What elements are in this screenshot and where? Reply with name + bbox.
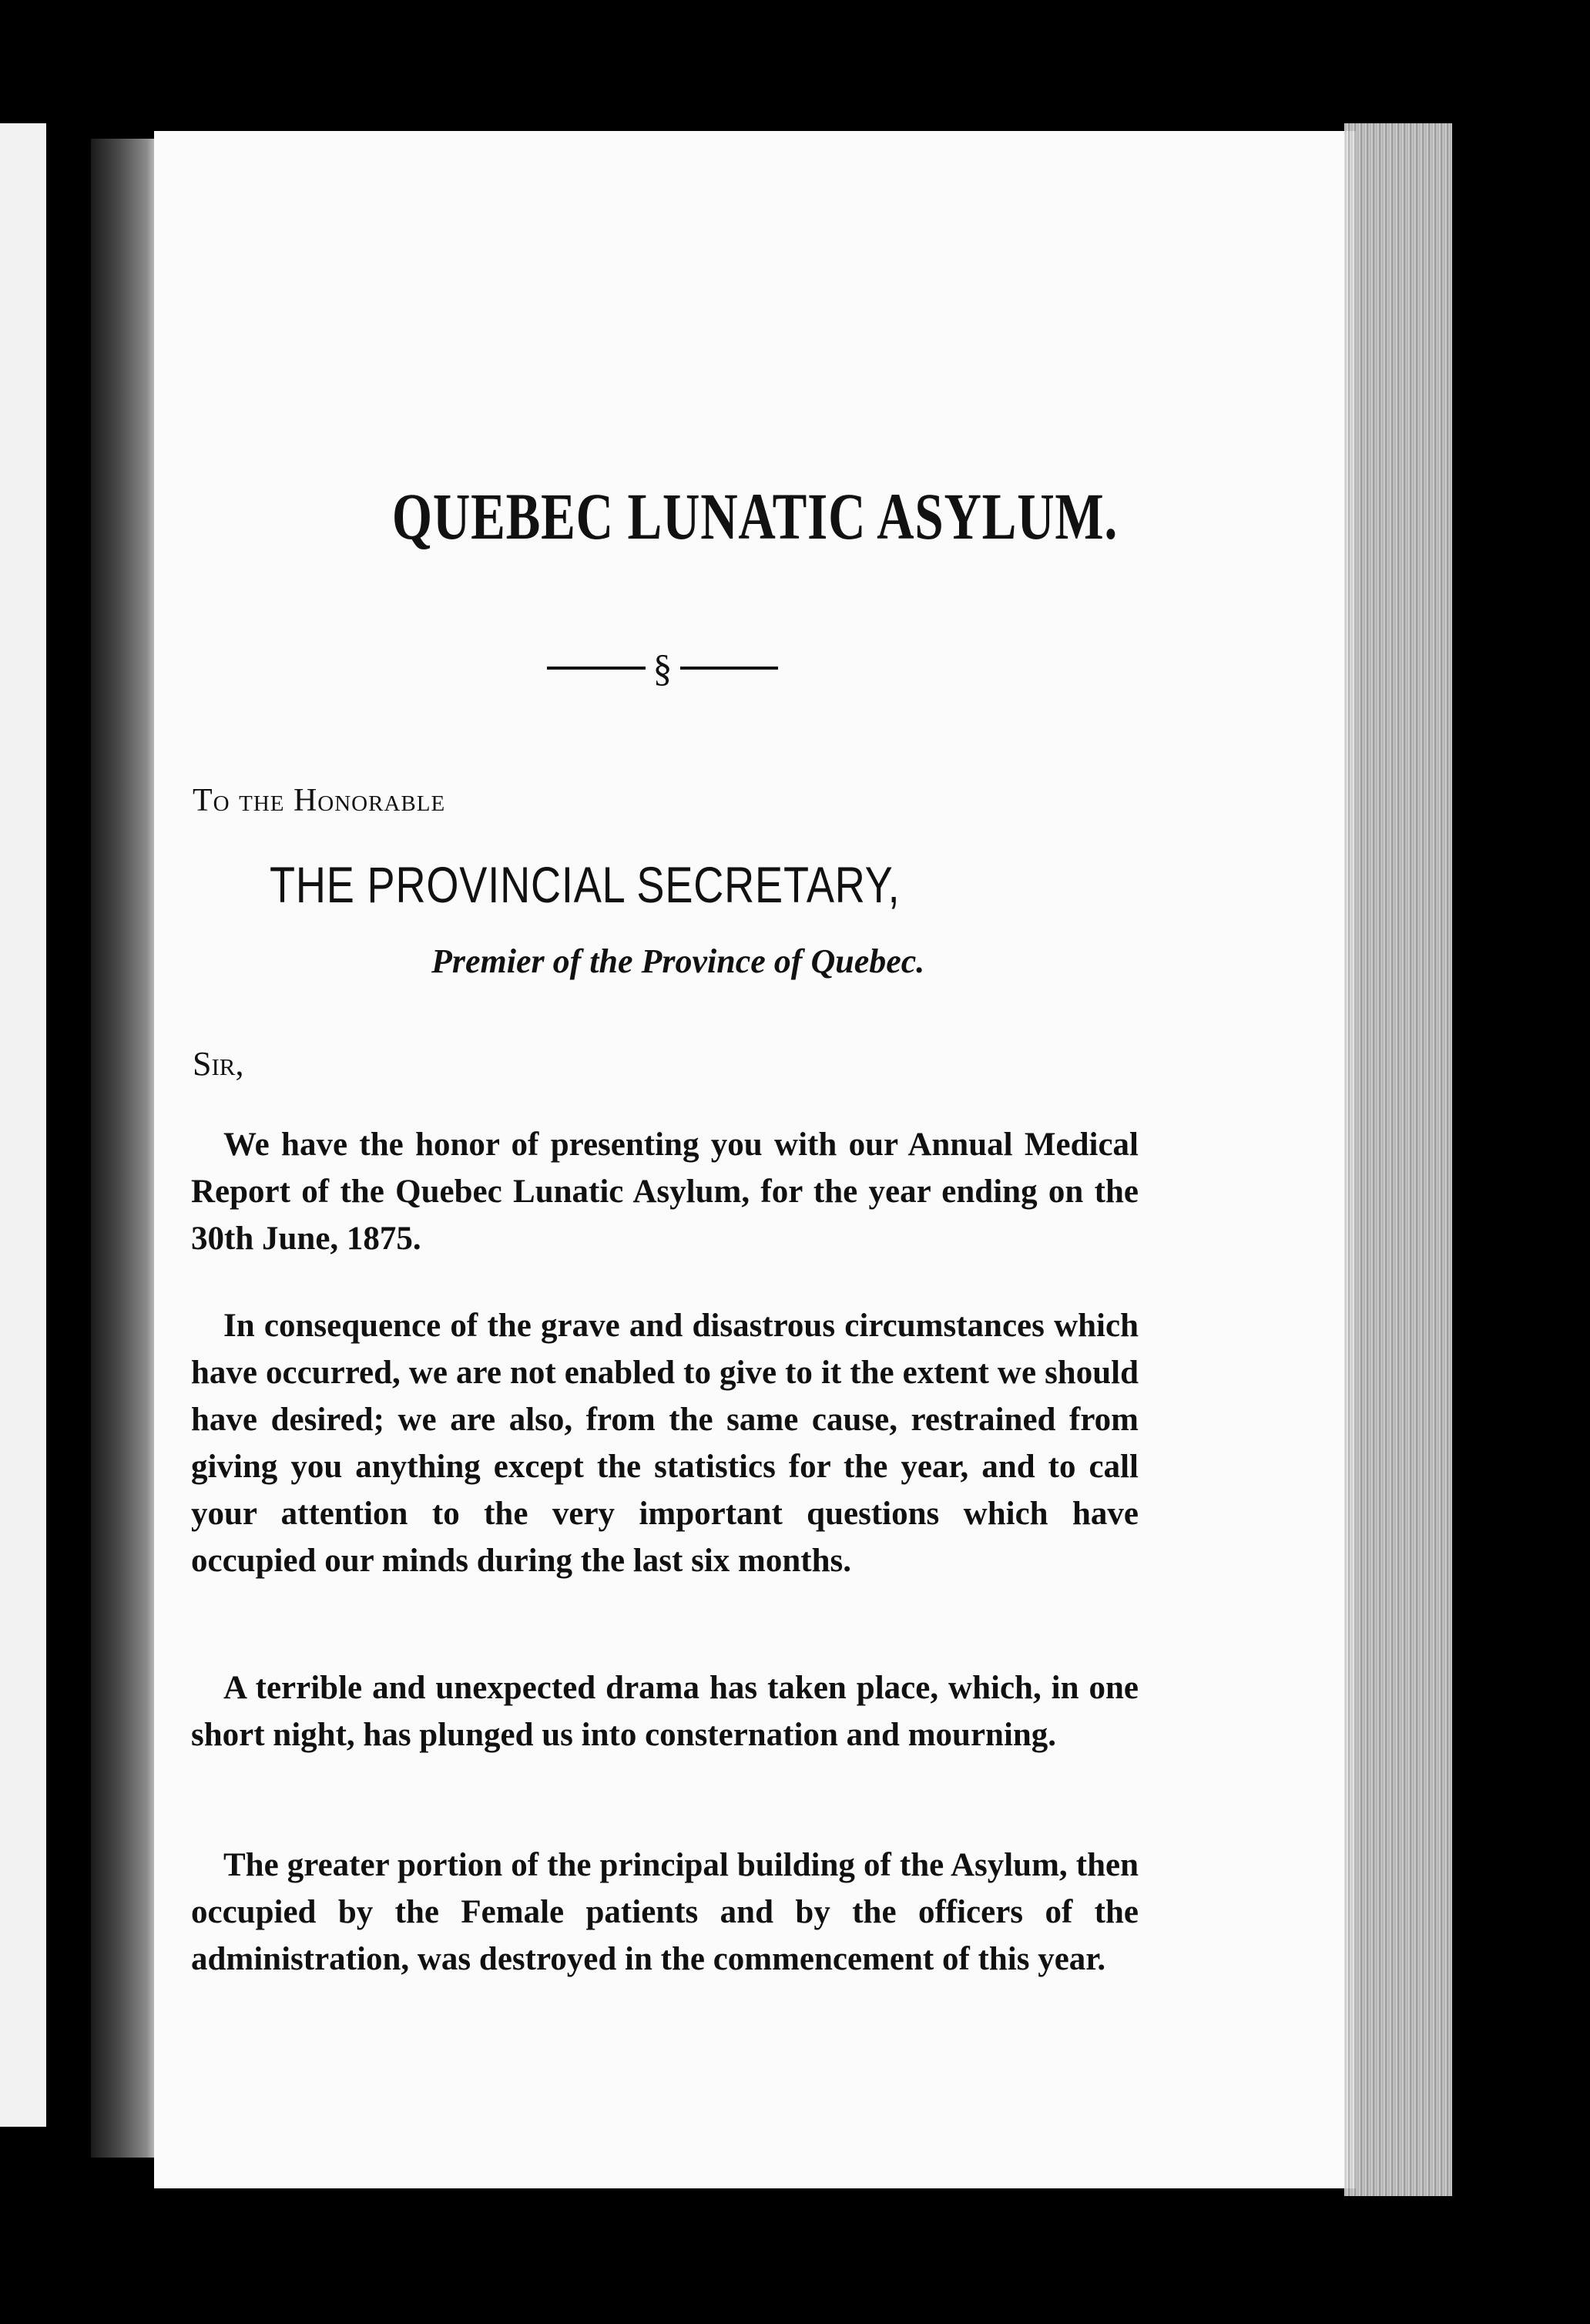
body-paragraph: In consequence of the grave and disastrous circumstances which have occurred, we are not enabled to give to it the extent we should have desired; we are also, from the same cause, restrained from giving you anything except the statistics for the year, and to call your attention to the very important questions which have occupied our minds during the last six months. [191,1308,1139,1579]
body-paragraph: The greater portion of the principal building of the Asylum, then occupied by the Female patients and by the officers of the administration, was destroyed in the commencement of this year. [191,1847,1139,1977]
body-paragraph: A terrible and unexpected drama has taken place, which, in one short night, has plunged us into consternation and mourning. [191,1670,1139,1753]
ornament-rule-right [680,667,779,670]
left-facing-page-edge [0,123,46,2127]
page-stack-edges [1344,123,1452,2196]
book-gutter-shadow [91,139,160,2158]
addressee: THE PROVINCIAL SECRETARY, [270,856,901,913]
addressee-subtitle: Premier of the Province of Quebec. [431,942,925,980]
body-paragraph: We have the honor of presenting you with our Annual Medical Report of the Quebec Lunatic Asylum, for the year ending on the 30th June, 1875. [191,1127,1139,1257]
salutation: Sir, [193,1045,244,1083]
section-mark-icon: § [652,646,673,690]
title-ornament [547,641,778,695]
ornament-rule-left [547,667,646,670]
address-to-line: To the Honorable [193,783,446,818]
page-title: QUEBEC LUNATIC ASYLUM. [391,479,1119,553]
